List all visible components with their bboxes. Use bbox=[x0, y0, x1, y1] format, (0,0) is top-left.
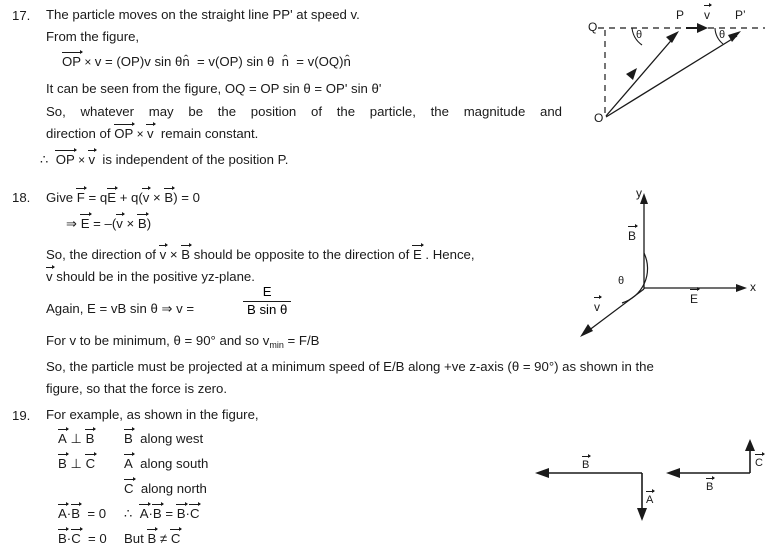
figure-axes-E-B-v bbox=[560, 185, 760, 345]
velocity-arrowhead bbox=[697, 23, 708, 33]
problem-18-line-yz bbox=[46, 269, 255, 283]
figure1-label-v bbox=[704, 7, 710, 22]
figure1-label-P: P bbox=[676, 8, 685, 22]
E-vector-1: E bbox=[107, 190, 117, 205]
problem-19-relation-0-left: A ⊥ B bbox=[58, 431, 95, 446]
problem-18-dir-text-2: should be opposite to the direction of bbox=[193, 247, 410, 262]
problem-17-line-1: The particle moves on the straight line PP' at speed v. bbox=[46, 7, 360, 22]
figure3-right-B-glyph: B bbox=[706, 481, 714, 493]
x-axis-arrowhead bbox=[736, 284, 747, 292]
op-vector-overline: OP bbox=[62, 54, 82, 69]
problem-19-relation-1-right: A along south bbox=[124, 456, 209, 471]
arrowhead-OP-tip bbox=[666, 31, 679, 43]
A-vector-r3: A bbox=[58, 506, 67, 521]
problem-19-relation-0-right: B along west bbox=[124, 431, 204, 446]
F-vector: F bbox=[76, 190, 85, 205]
right-C-arrowhead bbox=[745, 439, 755, 451]
problem-18-equation-force: Give F = qE + q(v × B) = 0 bbox=[46, 190, 200, 205]
B-vector-1: B bbox=[164, 190, 174, 205]
figure-vectors-ABC bbox=[520, 438, 779, 528]
therefore-symbol: ∴ bbox=[40, 152, 49, 167]
problem-17-line-2: From the figure, bbox=[46, 29, 140, 44]
problem-17-line-3: It can be seen from the figure, OQ = OP sin θ = OP' sin θ' bbox=[46, 81, 382, 96]
figure3-left-B-glyph: B bbox=[582, 459, 590, 471]
B-vector-r1: B bbox=[58, 456, 67, 471]
problem-19-relation-4-left: B·C = 0 bbox=[58, 531, 107, 546]
vector-O-to-P bbox=[606, 36, 675, 116]
left-A-arrowhead bbox=[637, 508, 647, 521]
problem-17-line-5: direction of OP × v remain constant. bbox=[46, 126, 259, 141]
problem-18-number: 18. bbox=[12, 190, 31, 205]
problem-17-line-6: ∴ OP × v is independent of the position P. bbox=[40, 152, 289, 167]
problem-17-line-4: So, whatever may be the position of the particle, the magnitude and bbox=[46, 104, 562, 119]
A-vector-r3b: A bbox=[139, 506, 149, 521]
figure2-B-glyph: B bbox=[628, 229, 637, 243]
figure2-label-v bbox=[594, 299, 600, 314]
E-vector-3: E bbox=[412, 247, 422, 262]
problem-17-number: 17. bbox=[12, 8, 31, 23]
E-vector-2: E bbox=[80, 216, 90, 231]
fraction-numerator: E bbox=[262, 284, 272, 299]
B-vector-r3: B bbox=[71, 506, 80, 521]
op-vector-overline-3: OP bbox=[55, 152, 75, 167]
right-B-arrowhead bbox=[666, 468, 680, 478]
figure1-label-P-prime: P’ bbox=[735, 8, 746, 22]
problem-18-again-line: Again, E = vB sin θ ⇒ v = bbox=[46, 301, 195, 316]
problem-18-dir-text-3: . Hence, bbox=[425, 247, 475, 262]
A-vector-south: A bbox=[124, 456, 133, 471]
figure3-right-label-C bbox=[755, 456, 763, 469]
v-vector-overline-2: v bbox=[88, 152, 96, 167]
fraction-denominator: B sin θ bbox=[247, 301, 288, 317]
B-vector-r4b: B bbox=[147, 531, 157, 546]
figure2-label-E bbox=[690, 291, 698, 306]
B-vector-3: B bbox=[181, 247, 191, 262]
B-vector-r4: B bbox=[58, 531, 67, 546]
figure2-v-glyph: v bbox=[594, 300, 600, 314]
A-vector-r0: A bbox=[58, 431, 67, 446]
problem-18-yz-text: should be in the positive yz-plane. bbox=[56, 269, 255, 284]
figure3-right-C-glyph: C bbox=[755, 457, 763, 469]
problem-18-vmin-text: For v to be minimum, θ = 90° and so v bbox=[46, 333, 270, 348]
problem-18-vmin-line bbox=[46, 333, 320, 350]
left-B-arrowhead bbox=[535, 468, 549, 478]
figure3-right-label-B bbox=[706, 480, 713, 493]
figure1-label-Q: Q bbox=[588, 20, 598, 34]
arrowhead-OP-mid bbox=[626, 68, 637, 80]
C-vector-r4b: C bbox=[170, 531, 181, 546]
problem-19-relation-1-left: B ⊥ C bbox=[58, 456, 96, 471]
B-vector-2: B bbox=[137, 216, 147, 231]
op-vector-overline-2: OP bbox=[114, 126, 134, 141]
B-vector-r3c: B bbox=[176, 506, 186, 521]
problem-19-number: 19. bbox=[12, 408, 31, 423]
problem-19-line-1: For example, as shown in the figure, bbox=[46, 407, 259, 422]
problem-19-relation-2-right: C along north bbox=[124, 481, 207, 496]
v-axis-arrowhead bbox=[580, 324, 593, 337]
problem-18-give-label: Give bbox=[46, 190, 74, 205]
problem-18-line-projected: So, the particle must be projected at a minimum speed of E/B along +ve z-axis (θ = 90°) as shown in the bbox=[46, 359, 654, 374]
figure1-label-O: O bbox=[594, 111, 604, 125]
figure3-left-A-glyph: A bbox=[646, 494, 654, 506]
problem-17-line-5-text: direction of bbox=[46, 126, 111, 141]
figure2-label-theta: θ bbox=[618, 275, 625, 287]
velocity-fraction bbox=[243, 285, 291, 318]
figure3-left-label-B bbox=[582, 458, 589, 471]
figure1-label-theta1: θ bbox=[636, 29, 643, 41]
problem-18-equation-efield: ⇒ E = –(v × B) bbox=[66, 216, 152, 231]
B-vector-r0: B bbox=[85, 431, 95, 446]
problem-17-line-6-text: is independent of the position P. bbox=[102, 152, 289, 167]
C-vector-north: C bbox=[124, 481, 134, 496]
B-vector-r3b: B bbox=[152, 506, 162, 521]
v-vector-4: v bbox=[116, 216, 123, 231]
problem-18-line-direction: So, the direction of v × B should be opposite to the direction of E . Hence, bbox=[46, 247, 475, 262]
figure3-left-label-A bbox=[646, 493, 653, 506]
C-vector-r4: C bbox=[71, 531, 81, 546]
figure2-label-x: x bbox=[750, 280, 756, 294]
problem-18-vmin-tail: = F/B bbox=[287, 333, 320, 348]
vector-O-to-P-prime bbox=[606, 36, 737, 117]
v-vector-5: v bbox=[159, 247, 167, 262]
problem-19-relation-3-right: ∴ A·B = B·C bbox=[124, 506, 200, 521]
problem-17-equation: OP × v = (OP)v sin θn̂ = v(OP) sin θ n̂ = v(OQ)n̂ bbox=[62, 54, 351, 69]
problem-17-line-5-tail: remain constant. bbox=[160, 126, 259, 141]
figure2-E-glyph: E bbox=[690, 292, 699, 306]
C-vector-r3c: C bbox=[189, 506, 200, 521]
v-vector-3: v bbox=[142, 190, 150, 205]
problem-19-relation-4-right: But B ≠ C bbox=[124, 531, 181, 546]
figure2-label-y: y bbox=[636, 186, 642, 200]
v-vector-overline: v bbox=[146, 126, 154, 141]
problem-18-dir-text-1: So, the direction of bbox=[46, 247, 156, 262]
problem-19-relation-3-left: A·B = 0 bbox=[58, 506, 107, 521]
v-vector-6: v bbox=[46, 269, 53, 284]
B-vector-west: B bbox=[124, 431, 133, 446]
figure1-label-theta2: θ bbox=[719, 29, 726, 41]
vmin-subscript: min bbox=[269, 340, 284, 350]
C-vector-r1: C bbox=[85, 456, 96, 471]
figure1-v-glyph: v bbox=[704, 8, 710, 22]
figure2-label-B bbox=[628, 228, 636, 243]
problem-18-line-figure: figure, so that the force is zero. bbox=[46, 381, 228, 396]
